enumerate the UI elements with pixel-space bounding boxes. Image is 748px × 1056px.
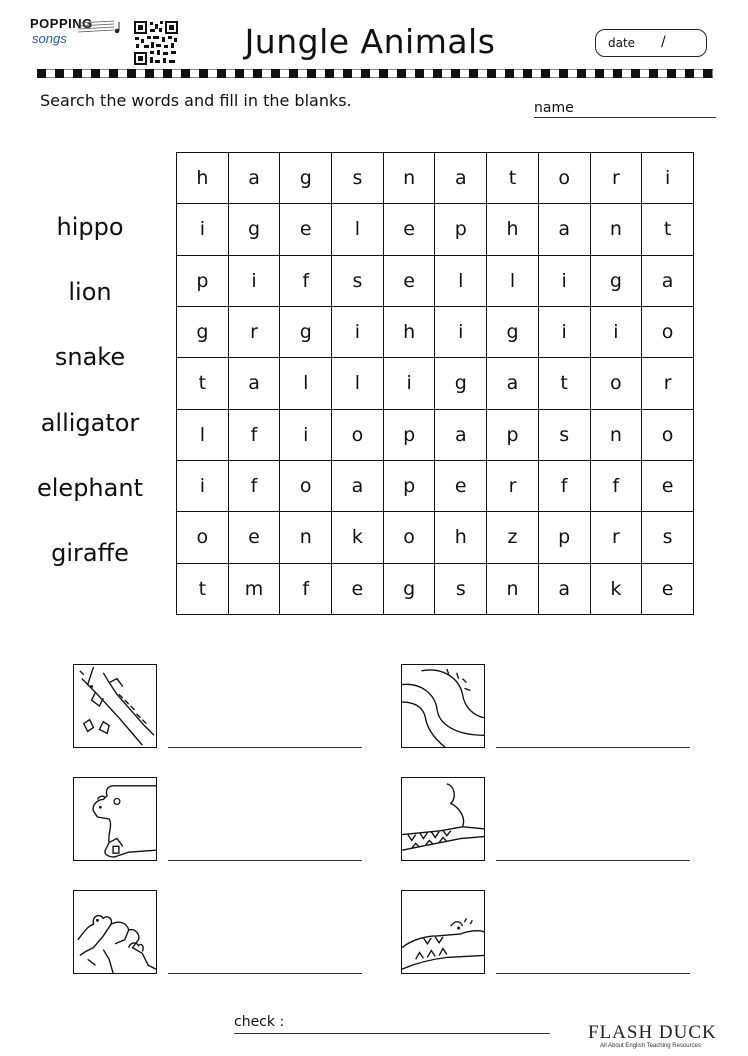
answer-line-1[interactable]: [168, 747, 362, 748]
grid-cell[interactable]: e: [228, 512, 280, 563]
grid-cell[interactable]: n: [280, 512, 332, 563]
grid-cell[interactable]: e: [642, 563, 694, 614]
grid-cell[interactable]: r: [228, 306, 280, 357]
grid-cell[interactable]: g: [435, 358, 487, 409]
grid-cell[interactable]: g: [487, 306, 539, 357]
grid-cell[interactable]: r: [590, 153, 642, 204]
grid-cell[interactable]: t: [642, 204, 694, 255]
word-snake: snake: [54, 343, 126, 371]
grid-cell[interactable]: p: [487, 409, 539, 460]
grid-cell[interactable]: a: [332, 460, 384, 511]
grid-cell[interactable]: f: [228, 460, 280, 511]
grid-cell[interactable]: o: [590, 358, 642, 409]
grid-cell[interactable]: i: [383, 358, 435, 409]
grid-cell[interactable]: n: [590, 409, 642, 460]
grid-cell[interactable]: f: [280, 255, 332, 306]
alligator-picture: [402, 778, 484, 860]
brand-tagline: All About English Teaching Resources: [600, 1043, 701, 1049]
picture-lion: [401, 890, 485, 974]
grid-cell[interactable]: i: [177, 460, 229, 511]
picture-elephant: [73, 890, 157, 974]
grid-cell[interactable]: f: [280, 563, 332, 614]
grid-cell[interactable]: i: [435, 306, 487, 357]
grid-cell[interactable]: o: [538, 153, 590, 204]
grid-cell[interactable]: l: [487, 255, 539, 306]
grid-cell[interactable]: a: [228, 358, 280, 409]
logo-line-2: songs: [32, 31, 67, 46]
grid-cell[interactable]: i: [538, 306, 590, 357]
grid-cell[interactable]: o: [642, 409, 694, 460]
picture-hippo: [73, 777, 157, 861]
grid-cell[interactable]: k: [590, 563, 642, 614]
snake-picture: [402, 665, 484, 747]
grid-cell[interactable]: h: [177, 153, 229, 204]
grid-cell[interactable]: l: [435, 255, 487, 306]
lion-picture: [402, 891, 484, 973]
grid-cell[interactable]: t: [177, 563, 229, 614]
grid-cell[interactable]: s: [642, 512, 694, 563]
word-giraffe: giraffe: [51, 539, 129, 567]
grid-cell[interactable]: g: [383, 563, 435, 614]
grid-row: [177, 255, 694, 306]
elephant-picture: [74, 891, 156, 973]
check-label: check :: [234, 1014, 285, 1030]
grid-cell[interactable]: a: [538, 563, 590, 614]
name-label: name: [534, 100, 574, 116]
grid-cell[interactable]: s: [332, 153, 384, 204]
grid-cell[interactable]: p: [383, 409, 435, 460]
check-field[interactable]: [234, 1033, 550, 1034]
grid-row: [177, 512, 694, 563]
grid-cell[interactable]: n: [383, 153, 435, 204]
word-alligator: alligator: [40, 409, 140, 437]
grid-cell[interactable]: r: [590, 512, 642, 563]
grid-cell[interactable]: t: [538, 358, 590, 409]
answer-line-5[interactable]: [168, 973, 362, 974]
flash-duck-logo: [588, 1022, 718, 1052]
date-separator: /: [661, 34, 666, 50]
answer-line-6[interactable]: [496, 973, 690, 974]
grid-cell[interactable]: i: [280, 409, 332, 460]
grid-cell[interactable]: l: [177, 409, 229, 460]
giraffe-picture: [74, 665, 156, 747]
word-search-grid: [176, 152, 694, 615]
grid-cell[interactable]: a: [435, 409, 487, 460]
logo-line-1: POPPING: [30, 16, 93, 31]
picture-snake: [401, 664, 485, 748]
grid-cell[interactable]: o: [177, 512, 229, 563]
grid-cell[interactable]: l: [332, 204, 384, 255]
grid-row: [177, 563, 694, 614]
grid-cell[interactable]: t: [177, 358, 229, 409]
grid-cell[interactable]: f: [228, 409, 280, 460]
grid-row: [177, 204, 694, 255]
grid-cell[interactable]: t: [487, 153, 539, 204]
grid-cell[interactable]: g: [590, 255, 642, 306]
grid-cell[interactable]: g: [228, 204, 280, 255]
grid-cell[interactable]: a: [642, 255, 694, 306]
picture-alligator: [401, 777, 485, 861]
word-elephant: elephant: [37, 474, 143, 502]
grid-cell[interactable]: g: [177, 306, 229, 357]
picture-giraffe: [73, 664, 157, 748]
page-title: Jungle Animals: [244, 22, 496, 61]
grid-cell[interactable]: i: [590, 306, 642, 357]
hippo-picture: [74, 778, 156, 860]
checker-divider: [37, 69, 713, 78]
word-lion: lion: [68, 278, 112, 306]
grid-cell[interactable]: m: [228, 563, 280, 614]
grid-row: [177, 306, 694, 357]
grid-cell[interactable]: o: [280, 460, 332, 511]
grid-cell[interactable]: l: [280, 358, 332, 409]
grid-cell[interactable]: i: [642, 153, 694, 204]
grid-cell[interactable]: p: [538, 512, 590, 563]
grid-cell[interactable]: i: [332, 306, 384, 357]
grid-cell[interactable]: o: [642, 306, 694, 357]
grid-cell[interactable]: p: [177, 255, 229, 306]
date-box[interactable]: [595, 29, 707, 57]
grid-cell[interactable]: e: [642, 460, 694, 511]
grid-cell[interactable]: h: [383, 306, 435, 357]
grid-cell[interactable]: f: [538, 460, 590, 511]
grid-cell[interactable]: g: [280, 306, 332, 357]
grid-cell[interactable]: e: [435, 460, 487, 511]
grid-cell[interactable]: r: [642, 358, 694, 409]
grid-cell[interactable]: h: [487, 204, 539, 255]
grid-cell[interactable]: i: [177, 204, 229, 255]
grid-cell[interactable]: i: [538, 255, 590, 306]
grid-cell[interactable]: a: [487, 358, 539, 409]
grid-row: [177, 409, 694, 460]
answer-line-3[interactable]: [168, 860, 362, 861]
music-staff-icon: [78, 20, 122, 38]
grid-row: [177, 358, 694, 409]
grid-cell[interactable]: k: [332, 512, 384, 563]
grid-cell[interactable]: h: [435, 512, 487, 563]
grid-cell[interactable]: g: [280, 153, 332, 204]
instruction-text: Search the words and fill in the blanks.: [40, 91, 352, 110]
date-label: date: [608, 36, 636, 50]
grid-cell[interactable]: i: [228, 255, 280, 306]
grid-cell[interactable]: e: [280, 204, 332, 255]
grid-cell[interactable]: a: [228, 153, 280, 204]
grid-cell[interactable]: e: [332, 563, 384, 614]
answer-line-2[interactable]: [496, 747, 690, 748]
grid-cell[interactable]: s: [435, 563, 487, 614]
grid-row: [177, 460, 694, 511]
grid-cell[interactable]: n: [590, 204, 642, 255]
grid-cell[interactable]: p: [383, 460, 435, 511]
grid-cell[interactable]: f: [590, 460, 642, 511]
grid-cell[interactable]: s: [332, 255, 384, 306]
grid-cell[interactable]: s: [538, 409, 590, 460]
grid-cell[interactable]: o: [383, 512, 435, 563]
grid-row: [177, 153, 694, 204]
grid-cell[interactable]: e: [383, 204, 435, 255]
grid-cell[interactable]: r: [487, 460, 539, 511]
grid-cell[interactable]: p: [435, 204, 487, 255]
grid-cell[interactable]: z: [487, 512, 539, 563]
word-hippo: hippo: [56, 213, 124, 241]
grid-cell[interactable]: e: [383, 255, 435, 306]
grid-cell[interactable]: l: [332, 358, 384, 409]
name-field[interactable]: [534, 117, 716, 118]
popping-songs-logo: [30, 14, 126, 54]
qr-code-icon[interactable]: [133, 20, 179, 66]
grid-cell[interactable]: n: [487, 563, 539, 614]
grid-cell[interactable]: a: [435, 153, 487, 204]
grid-cell[interactable]: o: [332, 409, 384, 460]
brand-name: FLASH DUCK: [588, 1022, 717, 1043]
answer-line-4[interactable]: [496, 860, 690, 861]
grid-cell[interactable]: a: [538, 204, 590, 255]
